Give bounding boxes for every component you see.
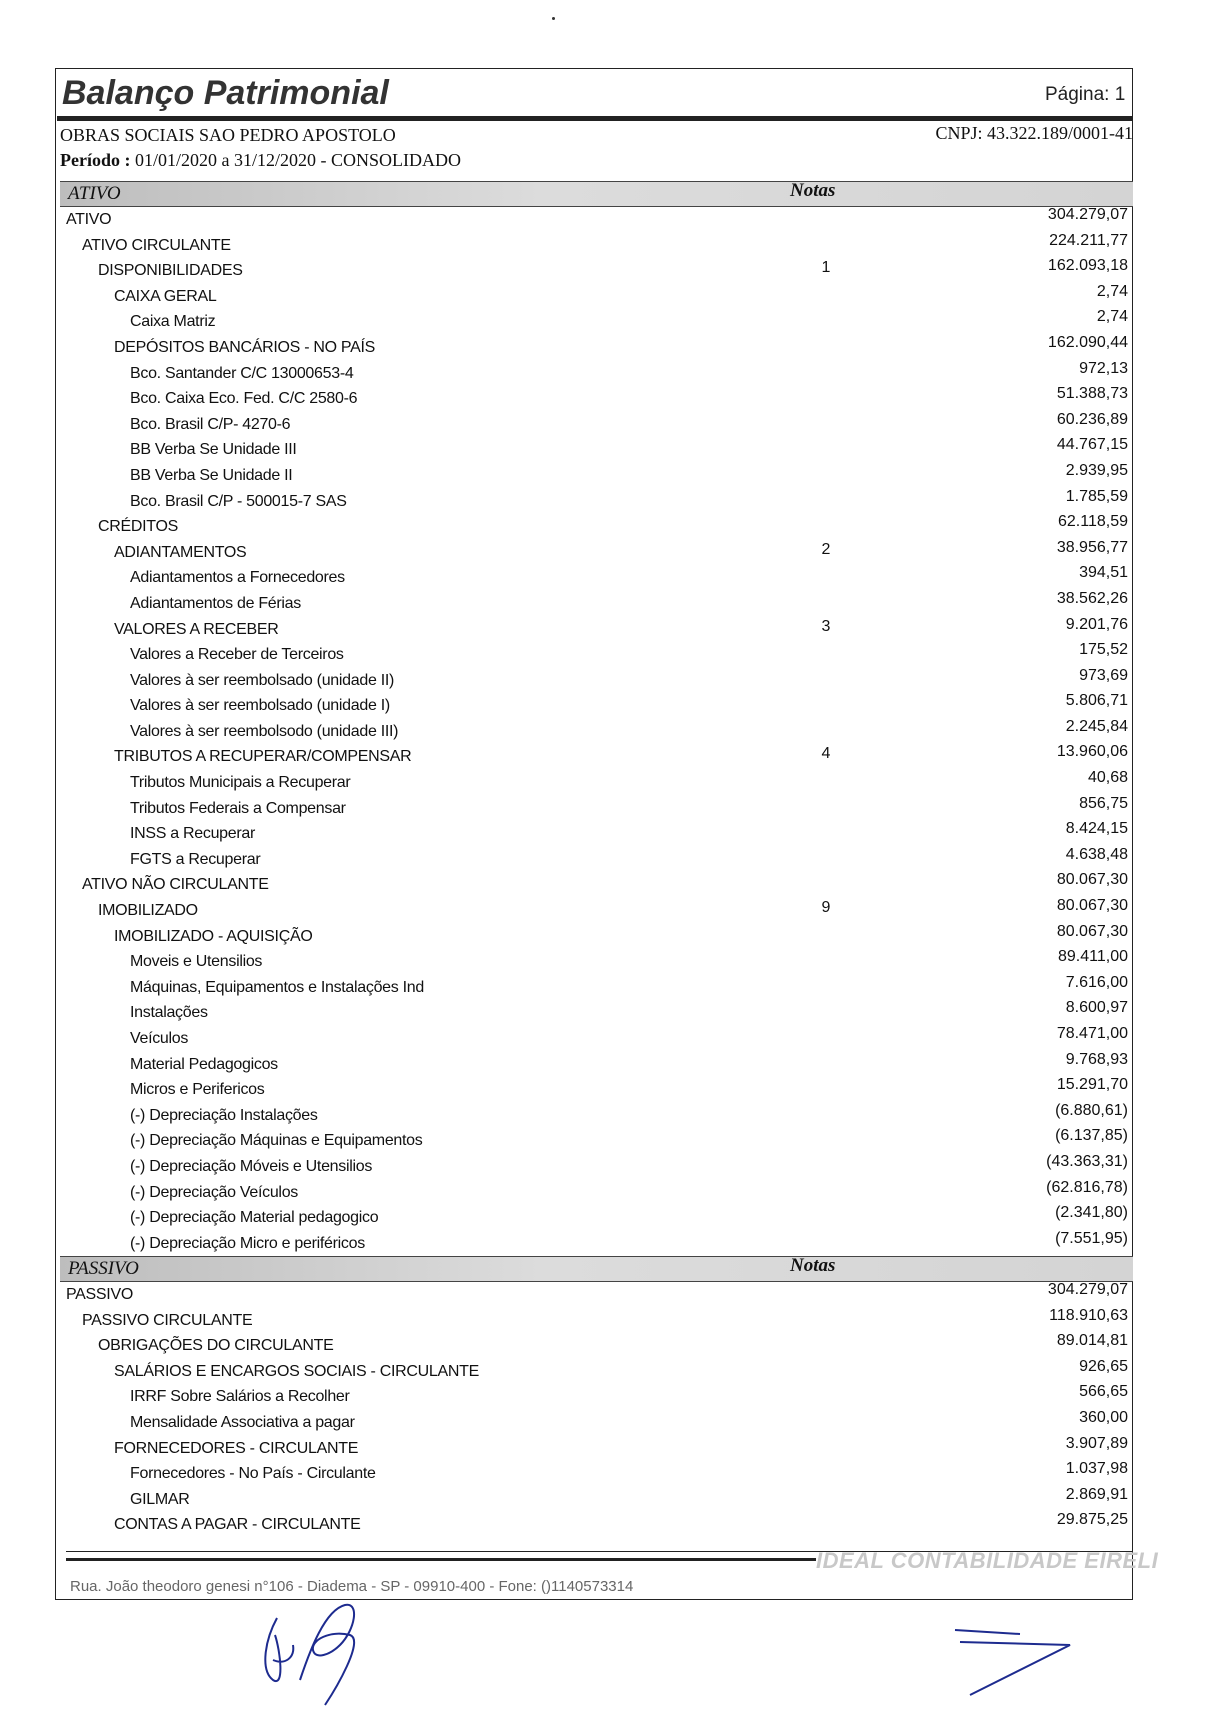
ativo-notes-label: Notas	[790, 180, 836, 201]
table-row	[66, 666, 1128, 695]
account-name: Bco. Brasil C/P- 4270-6	[130, 415, 291, 433]
table-row	[66, 873, 1128, 899]
account-name: Material Pedagogicos	[130, 1055, 278, 1073]
account-value: 8.424,15	[1065, 820, 1128, 838]
table-row	[66, 1001, 1128, 1027]
account-name: IRRF Sobre Salários a Recolher	[130, 1388, 350, 1406]
account-name: Tributos Municipais a Recuperar	[130, 774, 351, 792]
table-row	[66, 1385, 1128, 1411]
table-row	[66, 566, 1128, 592]
account-name: Valores à ser reembolsado (unidade II)	[130, 671, 395, 689]
account-value: 8.600,97	[1065, 999, 1128, 1017]
account-name: PASSIVO CIRCULANTE	[82, 1311, 253, 1329]
account-value: 89.411,00	[1058, 948, 1128, 966]
account-name: Adiantamentos a Fornecedores	[130, 569, 345, 587]
account-name: (-) Depreciação Instalações	[130, 1106, 318, 1124]
account-name: CRÉDITOS	[98, 518, 178, 536]
account-value: 224.211,77	[1049, 231, 1128, 249]
account-value: 29.875,25	[1056, 1511, 1128, 1529]
account-value: 40,68	[1087, 769, 1128, 787]
account-name: Bco. Santander C/C 13000653-4	[130, 364, 354, 382]
account-value: (6.137,85)	[1055, 1127, 1128, 1145]
account-name: Tributos Federais a Compensar	[130, 799, 346, 817]
table-row	[66, 1306, 1128, 1335]
initials-mark	[950, 1620, 1080, 1700]
account-value: 926,65	[1079, 1357, 1128, 1375]
account-value: (6.880,61)	[1055, 1101, 1128, 1119]
period-value: 01/01/2020 a 31/12/2020 - CONSOLIDADO	[134, 150, 461, 170]
account-name: ATIVO NÃO CIRCULANTE	[82, 876, 269, 894]
table-row	[66, 1408, 1128, 1437]
account-value: 38.956,77	[1056, 538, 1128, 556]
table-row	[66, 922, 1128, 951]
accounting-firm: IDEAL CONTABILIDADE EIRELI	[816, 1548, 1159, 1573]
table-row	[66, 1283, 1128, 1309]
account-value: 1.037,98	[1065, 1460, 1128, 1478]
account-note: 4	[821, 745, 831, 763]
account-value: 175,52	[1079, 641, 1128, 659]
table-row	[66, 515, 1128, 541]
account-name: Bco. Brasil C/P - 500015-7 SAS	[130, 492, 347, 510]
account-name: IMOBILIZADO	[98, 902, 198, 920]
table-row	[66, 1485, 1128, 1514]
ativo-table	[66, 208, 1128, 1257]
account-value: 4.638,48	[1065, 845, 1128, 863]
table-row	[66, 615, 1128, 644]
account-name: BB Verba Se Unidade III	[130, 441, 297, 459]
table-row	[66, 822, 1128, 848]
table-row	[66, 282, 1128, 311]
account-value: 856,75	[1079, 794, 1128, 812]
account-value: 3.907,89	[1065, 1434, 1128, 1452]
table-row	[66, 1513, 1128, 1539]
account-name: (-) Depreciação Veículos	[130, 1183, 298, 1201]
account-name: BB Verba Se Unidade II	[130, 466, 293, 484]
table-row	[66, 1101, 1128, 1130]
account-value: 972,13	[1079, 359, 1128, 377]
footer-rule-thick	[66, 1558, 816, 1561]
passivo-section-label: PASSIVO	[68, 1258, 139, 1279]
table-row	[66, 1078, 1128, 1104]
cnpj: CNPJ: 43.322.189/0001-41	[935, 123, 1133, 143]
scan-speck	[552, 17, 555, 20]
period-label: Período :	[60, 150, 131, 170]
account-value: (43.363,31)	[1046, 1152, 1128, 1170]
header-rule	[57, 116, 1132, 121]
table-row	[66, 208, 1128, 234]
ativo-section-header	[60, 181, 1133, 207]
account-value: 80.067,30	[1056, 922, 1128, 940]
account-value: 7.616,00	[1065, 973, 1128, 991]
account-value: 80.067,30	[1056, 871, 1128, 889]
account-name: (-) Depreciação Máquinas e Equipamentos	[130, 1132, 423, 1150]
account-name: VALORES A RECEBER	[114, 620, 279, 638]
account-name: PASSIVO	[66, 1286, 133, 1303]
company-name: OBRAS SOCIAIS SAO PEDRO APOSTOLO	[60, 125, 396, 145]
passivo-table	[66, 1283, 1128, 1539]
account-value: 5.806,71	[1065, 692, 1128, 710]
account-name: Máquinas, Equipamentos e Instalações Ind	[130, 978, 424, 996]
account-name: SALÁRIOS E ENCARGOS SOCIAIS - CIRCULANTE	[114, 1362, 479, 1380]
account-note: 1	[821, 259, 831, 277]
table-row	[66, 1152, 1128, 1181]
account-name: OBRIGAÇÕES DO CIRCULANTE	[98, 1337, 334, 1355]
account-name: Moveis e Utensilios	[130, 953, 263, 971]
table-row	[66, 1129, 1128, 1155]
table-row	[66, 487, 1128, 516]
account-name: Valores a Receber de Terceiros	[130, 646, 344, 664]
table-row	[66, 231, 1128, 260]
account-name: (-) Depreciação Material pedagogico	[130, 1209, 379, 1227]
account-name: Valores à ser reembolsado (unidade I)	[130, 697, 390, 715]
account-name: GILMAR	[130, 1490, 190, 1508]
table-row	[66, 1434, 1128, 1463]
account-name: FGTS a Recuperar	[130, 850, 261, 868]
table-row	[66, 899, 1128, 925]
table-row	[66, 589, 1128, 618]
table-row	[66, 950, 1128, 976]
table-row	[66, 845, 1128, 874]
account-value: 2,74	[1096, 308, 1128, 326]
table-row	[66, 333, 1128, 362]
account-value: 89.014,81	[1056, 1332, 1128, 1350]
account-value: 118.910,63	[1049, 1306, 1128, 1324]
account-name: Fornecedores - No País - Circulante	[130, 1465, 376, 1483]
account-name: TRIBUTOS A RECUPERAR/COMPENSAR	[114, 748, 412, 766]
account-value: (7.551,95)	[1055, 1229, 1128, 1247]
table-row	[66, 410, 1128, 439]
account-name: Bco. Caixa Eco. Fed. C/C 2580-6	[130, 390, 358, 408]
page-number: Página: 1	[1045, 84, 1126, 105]
table-row	[66, 717, 1128, 746]
account-value: 360,00	[1079, 1408, 1128, 1426]
account-name: INSS a Recuperar	[130, 825, 256, 843]
account-note: 9	[821, 899, 831, 917]
account-value: 78.471,00	[1056, 1025, 1128, 1042]
table-row	[66, 1206, 1128, 1232]
table-row	[66, 694, 1128, 720]
table-row	[66, 771, 1128, 797]
account-value: 60.236,89	[1056, 410, 1128, 428]
account-note: 2	[821, 540, 831, 558]
account-name: Instalações	[130, 1004, 208, 1022]
table-row	[66, 1178, 1128, 1207]
account-value: 44.767,15	[1056, 436, 1128, 454]
table-row	[66, 1357, 1128, 1386]
table-row	[66, 794, 1128, 823]
account-value: 51.388,73	[1056, 385, 1128, 403]
account-name: ATIVO	[66, 211, 112, 228]
account-value: 9.201,76	[1065, 615, 1128, 633]
account-name: Adiantamentos de Férias	[130, 594, 301, 612]
account-note: 3	[821, 617, 831, 635]
account-value: 304.279,07	[1047, 206, 1128, 223]
account-value: 62.118,59	[1058, 513, 1128, 531]
account-value: 1.785,59	[1065, 487, 1128, 505]
account-name: (-) Depreciação Móveis e Utensilios	[130, 1157, 373, 1175]
table-row	[66, 643, 1128, 669]
account-name: ADIANTAMENTOS	[114, 543, 247, 561]
account-name: Caixa Matriz	[130, 313, 216, 331]
table-row	[66, 973, 1128, 1002]
account-value: 80.067,30	[1056, 897, 1128, 915]
account-name: (-) Depreciação Micro e periféricos	[130, 1234, 365, 1252]
account-value: 162.093,18	[1047, 257, 1128, 275]
table-row	[66, 1229, 1128, 1258]
account-value: 13.960,06	[1056, 743, 1128, 761]
table-row	[66, 1027, 1128, 1053]
table-row	[66, 461, 1128, 490]
account-value: 973,69	[1079, 666, 1128, 684]
account-name: DISPONIBILIDADES	[98, 262, 243, 280]
account-name: DEPÓSITOS BANCÁRIOS - NO PAÍS	[114, 338, 375, 356]
account-value: 566,65	[1079, 1383, 1128, 1401]
account-value: 38.562,26	[1056, 589, 1128, 607]
table-row	[66, 745, 1128, 771]
account-name: CONTAS A PAGAR - CIRCULANTE	[114, 1516, 361, 1534]
report-title: Balanço Patrimonial	[62, 74, 389, 112]
account-name: Micros e Perifericos	[130, 1081, 265, 1099]
account-name: FORNECEDORES - CIRCULANTE	[114, 1439, 359, 1457]
account-value: 9.768,93	[1065, 1050, 1128, 1068]
account-value: (2.341,80)	[1055, 1204, 1128, 1222]
account-value: 162.090,44	[1047, 333, 1128, 351]
account-value: 394,51	[1079, 564, 1128, 582]
table-row	[66, 1334, 1128, 1360]
account-name: Veículos	[130, 1030, 189, 1047]
account-name: IMOBILIZADO - AQUISIÇÃO	[114, 927, 313, 945]
table-row	[66, 1050, 1128, 1079]
table-row	[66, 387, 1128, 413]
table-row	[66, 310, 1128, 336]
table-row	[66, 538, 1128, 567]
account-value: 2.245,84	[1065, 717, 1128, 735]
account-value: 15.291,70	[1056, 1076, 1128, 1094]
ativo-section-label: ATIVO	[68, 183, 121, 204]
passivo-notes-label: Notas	[790, 1255, 836, 1276]
table-row	[66, 1462, 1128, 1488]
table-row	[66, 259, 1128, 285]
account-value: 2.939,95	[1065, 461, 1128, 479]
firm-address: Rua. João theodoro genesi n°106 - Diadema - SP - 09910-400 - Fone: ()1140573314	[70, 1578, 634, 1595]
account-value: 2.869,91	[1065, 1485, 1128, 1503]
account-name: Valores à ser reembolsodo (unidade III)	[130, 722, 399, 740]
account-name: Mensalidade Associativa a pagar	[130, 1413, 355, 1431]
account-value: 304.279,07	[1047, 1281, 1128, 1298]
passivo-section-header	[60, 1256, 1133, 1282]
account-name: ATIVO CIRCULANTE	[82, 236, 231, 254]
account-name: CAIXA GERAL	[114, 287, 217, 305]
period	[60, 150, 461, 171]
account-value: 2,74	[1096, 282, 1128, 300]
table-row	[66, 359, 1128, 388]
signature	[255, 1590, 395, 1710]
account-value: (62.816,78)	[1046, 1178, 1128, 1196]
table-row	[66, 438, 1128, 464]
